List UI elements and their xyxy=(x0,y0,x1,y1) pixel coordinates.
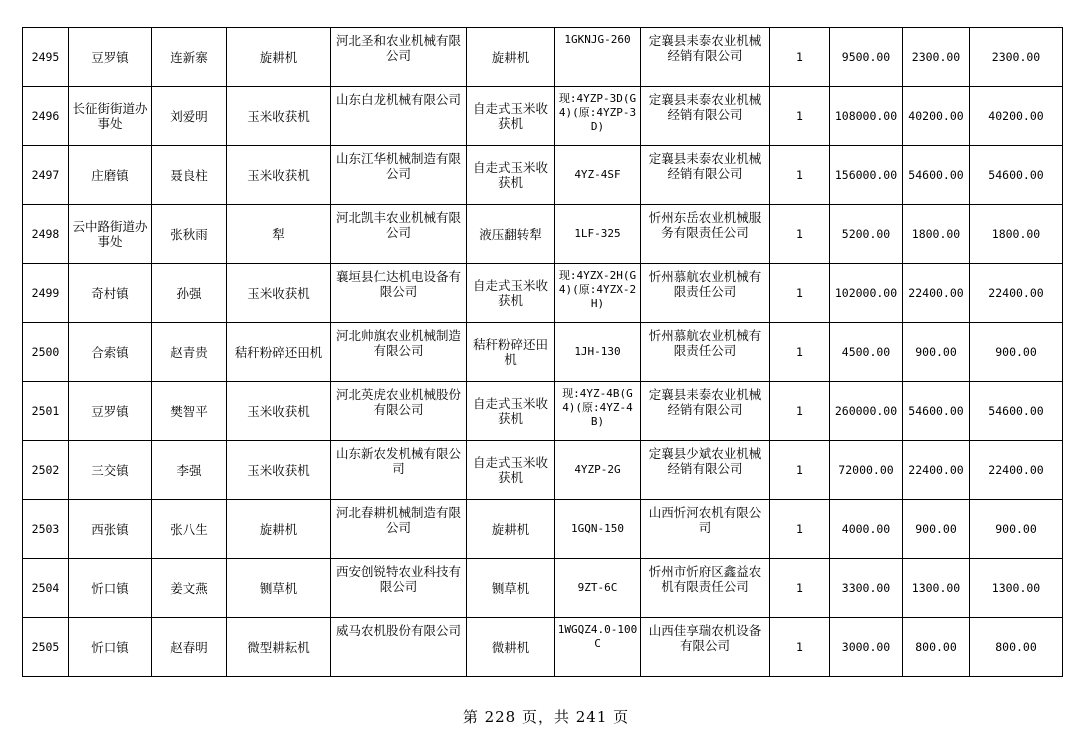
manufacturer-cell: 威马农机股份有限公司 xyxy=(331,618,467,677)
manufacturer-cell: 河北凯丰农业机械有限公司 xyxy=(331,205,467,264)
table-row xyxy=(23,441,1063,500)
model-cell: 4YZP-2G xyxy=(555,441,641,500)
quantity-cell: 1 xyxy=(770,87,830,146)
total-subsidy-cell: 54600.00 xyxy=(970,146,1063,205)
model-cell: 9ZT-6C xyxy=(555,559,641,618)
buyer-name-cell: 孙强 xyxy=(152,264,227,323)
dealer-cell: 忻州东岳农业机械服务有限责任公司 xyxy=(641,205,770,264)
model-cell: 1WGQZ4.0-100C xyxy=(555,618,641,677)
manufacturer-cell: 河北帅旗农业机械制造有限公司 xyxy=(331,323,467,382)
model-cell: 现:4YZX-2H(G4)(原:4YZX-2H) xyxy=(555,264,641,323)
buyer-name-cell: 聂良柱 xyxy=(152,146,227,205)
machine-category-cell: 旋耕机 xyxy=(227,28,331,87)
buyer-name-cell: 赵青贵 xyxy=(152,323,227,382)
table-row xyxy=(23,87,1063,146)
machine-category-cell: 犁 xyxy=(227,205,331,264)
town-cell: 忻口镇 xyxy=(69,618,152,677)
row-number: 2495 xyxy=(23,28,69,87)
quantity-cell: 1 xyxy=(770,146,830,205)
price-cell: 260000.00 xyxy=(830,382,903,441)
quantity-cell: 1 xyxy=(770,382,830,441)
row-number: 2501 xyxy=(23,382,69,441)
price-cell: 156000.00 xyxy=(830,146,903,205)
subsidy-cell: 2300.00 xyxy=(903,28,970,87)
machine-item-cell: 铡草机 xyxy=(467,559,555,618)
machine-item-cell: 微耕机 xyxy=(467,618,555,677)
dealer-cell: 定襄县少斌农业机械经销有限公司 xyxy=(641,441,770,500)
buyer-name-cell: 李强 xyxy=(152,441,227,500)
town-cell: 豆罗镇 xyxy=(69,28,152,87)
quantity-cell: 1 xyxy=(770,441,830,500)
quantity-cell: 1 xyxy=(770,264,830,323)
buyer-name-cell: 连新寨 xyxy=(152,28,227,87)
manufacturer-cell: 河北春耕机械制造有限公司 xyxy=(331,500,467,559)
machine-category-cell: 玉米收获机 xyxy=(227,264,331,323)
machine-item-cell: 旋耕机 xyxy=(467,28,555,87)
buyer-name-cell: 姜文燕 xyxy=(152,559,227,618)
manufacturer-cell: 山东白龙机械有限公司 xyxy=(331,87,467,146)
machine-item-cell: 自走式玉米收获机 xyxy=(467,264,555,323)
total-subsidy-cell: 40200.00 xyxy=(970,87,1063,146)
price-cell: 4000.00 xyxy=(830,500,903,559)
table-row xyxy=(23,323,1063,382)
page-number: 第 228 页，共 241 页 xyxy=(462,708,630,726)
row-number: 2502 xyxy=(23,441,69,500)
price-cell: 102000.00 xyxy=(830,264,903,323)
quantity-cell: 1 xyxy=(770,500,830,559)
total-subsidy-cell: 800.00 xyxy=(970,618,1063,677)
subsidy-cell: 54600.00 xyxy=(903,146,970,205)
town-cell: 三交镇 xyxy=(69,441,152,500)
manufacturer-cell: 河北英虎农业机械股份有限公司 xyxy=(331,382,467,441)
subsidy-cell: 800.00 xyxy=(903,618,970,677)
subsidy-cell: 22400.00 xyxy=(903,264,970,323)
dealer-cell: 定襄县耒泰农业机械经销有限公司 xyxy=(641,87,770,146)
dealer-cell: 忻州慕航农业机械有限责任公司 xyxy=(641,323,770,382)
table-row xyxy=(23,28,1063,87)
subsidy-cell: 900.00 xyxy=(903,323,970,382)
total-subsidy-cell: 1300.00 xyxy=(970,559,1063,618)
buyer-name-cell: 赵春明 xyxy=(152,618,227,677)
machine-item-cell: 液压翻转犁 xyxy=(467,205,555,264)
price-cell: 72000.00 xyxy=(830,441,903,500)
town-cell: 云中路街道办事处 xyxy=(69,205,152,264)
manufacturer-cell: 山东江华机械制造有限公司 xyxy=(331,146,467,205)
manufacturer-cell: 西安创锐特农业科技有限公司 xyxy=(331,559,467,618)
model-cell: 1LF-325 xyxy=(555,205,641,264)
model-cell: 1GKNJG-260 xyxy=(555,28,641,87)
model-cell: 现:4YZ-4B(G4)(原:4YZ-4B) xyxy=(555,382,641,441)
total-subsidy-cell: 22400.00 xyxy=(970,441,1063,500)
table-row xyxy=(23,618,1063,677)
dealer-cell: 忻州慕航农业机械有限责任公司 xyxy=(641,264,770,323)
total-subsidy-cell: 900.00 xyxy=(970,500,1063,559)
quantity-cell: 1 xyxy=(770,618,830,677)
buyer-name-cell: 刘爱明 xyxy=(152,87,227,146)
dealer-cell: 忻州市忻府区鑫益农机有限责任公司 xyxy=(641,559,770,618)
model-cell: 1GQN-150 xyxy=(555,500,641,559)
town-cell: 合索镇 xyxy=(69,323,152,382)
machine-item-cell: 自走式玉米收获机 xyxy=(467,87,555,146)
town-cell: 西张镇 xyxy=(69,500,152,559)
row-number: 2496 xyxy=(23,87,69,146)
total-subsidy-cell: 22400.00 xyxy=(970,264,1063,323)
manufacturer-cell: 河北圣和农业机械有限公司 xyxy=(331,28,467,87)
town-cell: 庄磨镇 xyxy=(69,146,152,205)
row-number: 2500 xyxy=(23,323,69,382)
total-subsidy-cell: 900.00 xyxy=(970,323,1063,382)
model-cell: 4YZ-4SF xyxy=(555,146,641,205)
price-cell: 3300.00 xyxy=(830,559,903,618)
manufacturer-cell: 襄垣县仁达机电设备有限公司 xyxy=(331,264,467,323)
row-number: 2505 xyxy=(23,618,69,677)
table-row xyxy=(23,205,1063,264)
dealer-cell: 山西忻河农机有限公司 xyxy=(641,500,770,559)
price-cell: 9500.00 xyxy=(830,28,903,87)
total-subsidy-cell: 2300.00 xyxy=(970,28,1063,87)
machine-category-cell: 铡草机 xyxy=(227,559,331,618)
dealer-cell: 定襄县耒泰农业机械经销有限公司 xyxy=(641,382,770,441)
row-number: 2504 xyxy=(23,559,69,618)
total-subsidy-cell: 54600.00 xyxy=(970,382,1063,441)
machine-item-cell: 自走式玉米收获机 xyxy=(467,441,555,500)
price-cell: 5200.00 xyxy=(830,205,903,264)
manufacturer-cell: 山东新农发机械有限公司 xyxy=(331,441,467,500)
machine-item-cell: 自走式玉米收获机 xyxy=(467,146,555,205)
table-row xyxy=(23,382,1063,441)
table-row xyxy=(23,500,1063,559)
model-cell: 现:4YZP-3D(G4)(原:4YZP-3D) xyxy=(555,87,641,146)
dealer-cell: 定襄县耒泰农业机械经销有限公司 xyxy=(641,28,770,87)
price-cell: 108000.00 xyxy=(830,87,903,146)
subsidy-cell: 22400.00 xyxy=(903,441,970,500)
table-row xyxy=(23,264,1063,323)
machine-category-cell: 玉米收获机 xyxy=(227,441,331,500)
row-number: 2499 xyxy=(23,264,69,323)
machine-item-cell: 旋耕机 xyxy=(467,500,555,559)
price-cell: 3000.00 xyxy=(830,618,903,677)
subsidy-cell: 54600.00 xyxy=(903,382,970,441)
town-cell: 长征街街道办事处 xyxy=(69,87,152,146)
buyer-name-cell: 樊智平 xyxy=(152,382,227,441)
total-subsidy-cell: 1800.00 xyxy=(970,205,1063,264)
subsidy-table xyxy=(22,27,1063,677)
quantity-cell: 1 xyxy=(770,323,830,382)
machine-item-cell: 秸秆粉碎还田机 xyxy=(467,323,555,382)
model-cell: 1JH-130 xyxy=(555,323,641,382)
dealer-cell: 山西佳享瑞农机设备有限公司 xyxy=(641,618,770,677)
table-row xyxy=(23,146,1063,205)
town-cell: 奇村镇 xyxy=(69,264,152,323)
machine-category-cell: 旋耕机 xyxy=(227,500,331,559)
town-cell: 豆罗镇 xyxy=(69,382,152,441)
subsidy-cell: 900.00 xyxy=(903,500,970,559)
quantity-cell: 1 xyxy=(770,205,830,264)
machine-category-cell: 微型耕耘机 xyxy=(227,618,331,677)
quantity-cell: 1 xyxy=(770,559,830,618)
buyer-name-cell: 张八生 xyxy=(152,500,227,559)
machine-category-cell: 秸秆粉碎还田机 xyxy=(227,323,331,382)
row-number: 2498 xyxy=(23,205,69,264)
table-row xyxy=(23,559,1063,618)
subsidy-cell: 1800.00 xyxy=(903,205,970,264)
subsidy-cell: 40200.00 xyxy=(903,87,970,146)
machine-category-cell: 玉米收获机 xyxy=(227,146,331,205)
machine-category-cell: 玉米收获机 xyxy=(227,87,331,146)
dealer-cell: 定襄县耒泰农业机械经销有限公司 xyxy=(641,146,770,205)
row-number: 2503 xyxy=(23,500,69,559)
buyer-name-cell: 张秋雨 xyxy=(152,205,227,264)
subsidy-cell: 1300.00 xyxy=(903,559,970,618)
machine-category-cell: 玉米收获机 xyxy=(227,382,331,441)
quantity-cell: 1 xyxy=(770,28,830,87)
row-number: 2497 xyxy=(23,146,69,205)
machine-item-cell: 自走式玉米收获机 xyxy=(467,382,555,441)
town-cell: 忻口镇 xyxy=(69,559,152,618)
price-cell: 4500.00 xyxy=(830,323,903,382)
